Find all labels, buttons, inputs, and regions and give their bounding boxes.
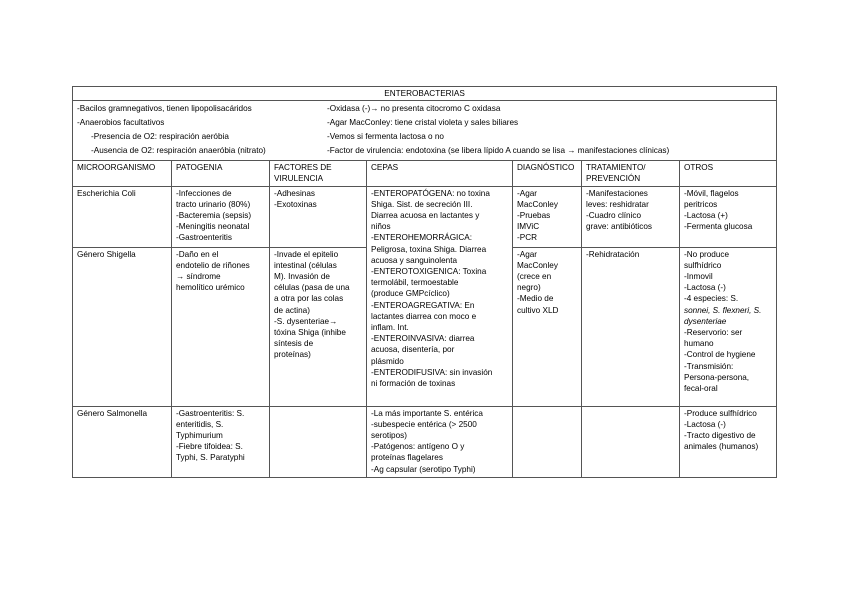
header-patogenia: PATOGENIA xyxy=(172,161,270,186)
cell-line: -Agar xyxy=(517,188,538,198)
table-row xyxy=(73,186,777,247)
cell-line: niños xyxy=(371,222,391,232)
cell-line: termolábil, termoestable xyxy=(371,278,459,288)
cell-line: (produce GMPcíclico) xyxy=(371,289,450,299)
intro-left-line: -Anaerobios facultativos xyxy=(77,118,165,128)
cell-line: -Móvil, flagelos xyxy=(684,188,739,198)
table-row xyxy=(73,406,777,477)
cell-line: -No produce xyxy=(684,249,730,259)
cell-otros xyxy=(680,406,777,477)
cell-line: -Exotoxinas xyxy=(274,199,317,209)
cell-line: -S. dysenteriae→ xyxy=(274,316,338,326)
header-row xyxy=(73,161,777,186)
cell-line: -Gastroenteritis xyxy=(176,233,232,243)
cell-line: ni formación de toxinas xyxy=(371,379,456,389)
cell-line: intestinal (células xyxy=(274,260,337,270)
cell-line: negro) xyxy=(517,283,541,293)
cell-line: -Patógenos: antígeno O y xyxy=(371,442,465,452)
cell-line: endotelio de riñones xyxy=(176,260,250,270)
cell-line: peritricos xyxy=(684,199,718,209)
intro-right-line: -Vemos si fermenta lactosa o no xyxy=(327,132,444,142)
cell-line: leves: reshidratar xyxy=(586,199,649,209)
cell-line: Typhi, S. Paratyphi xyxy=(176,453,245,463)
cell-line: -subespecie entérica (> 2500 xyxy=(371,419,477,429)
cell-cepas xyxy=(367,186,513,406)
cell-line: cultivo XLD xyxy=(517,305,559,315)
cell-line: -Gastroenteritis: S. xyxy=(176,408,245,418)
header-cepas: CEPAS xyxy=(367,161,513,186)
intro-left-line: -Presencia de O2: respiración aeróbia xyxy=(91,132,229,142)
cell-line: MacConley xyxy=(517,199,558,209)
cell-line: sulfhídrico xyxy=(684,260,722,270)
cell-line: proteínas flagelares xyxy=(371,453,443,463)
cell-line: tracto urinario (80%) xyxy=(176,199,251,209)
cell-line: enteritidis, S. xyxy=(176,419,224,429)
cell-microorganismo: Género Salmonella xyxy=(73,406,172,477)
cell-line: tóxina Shiga (inhibe xyxy=(274,328,346,338)
cell-line: animales (humanos) xyxy=(684,442,759,452)
intro-section xyxy=(73,101,777,161)
cell-line: -Daño en el xyxy=(176,249,219,259)
cell-diagnostico xyxy=(513,186,582,247)
cell-line: -Invade el epitelio xyxy=(274,249,339,259)
cell-line: Persona-persona, xyxy=(684,372,750,382)
cell-line: Peligrosa, toxina Shiga. Diarrea xyxy=(371,244,487,254)
intro-right-line: -Agar MacConley: tiene cristal violeta y sales biliares xyxy=(327,118,519,128)
cell-line: -Lactosa (-) xyxy=(684,419,726,429)
cell-line: -Inmovil xyxy=(684,272,713,282)
cell-line: -Agar xyxy=(517,249,538,259)
cell-factores xyxy=(270,406,367,477)
cell-line: -ENTEROHEMORRÁGICA: xyxy=(371,233,472,243)
cell-line: -Adhesinas xyxy=(274,188,315,198)
enterobacterias-table xyxy=(72,86,777,478)
cell-line: -Fermenta glucosa xyxy=(684,222,753,232)
cell-tratamiento xyxy=(582,186,680,247)
cell-cepas xyxy=(367,406,513,477)
cell-line: -Reservorio: ser xyxy=(684,328,743,338)
cell-line: -ENTEROPATÓGENA: no toxina xyxy=(371,188,490,198)
cell-line: -Bacteremia (sepsis) xyxy=(176,211,252,221)
table-title: ENTEROBACTERIAS xyxy=(73,87,777,101)
cell-line: a otra por las colas xyxy=(274,294,344,304)
cell-line: -Rehidratación xyxy=(586,249,640,259)
cell-line: serotipos) xyxy=(371,431,407,441)
cell-otros xyxy=(680,186,777,247)
cell-line: → síndrome xyxy=(176,272,221,282)
cell-line: plásmido xyxy=(371,356,404,366)
cell-line: -Manifestaciones xyxy=(586,188,648,198)
cell-line: -PCR xyxy=(517,233,538,243)
cell-line: -Pruebas xyxy=(517,211,551,221)
intro-right-line: -Factor de virulencia: endotoxina (se libera lípido A cuando se lisa → manifestaciones clínicas) xyxy=(327,146,670,156)
cell-patogenia xyxy=(172,186,270,247)
cell-diagnostico xyxy=(513,247,582,406)
cell-line: Diarrea acuosa en lactantes y xyxy=(371,211,480,221)
cell-line: sonnei, S. flexneri, S. xyxy=(684,305,762,315)
cell-line: Typhimurium xyxy=(176,431,223,441)
cell-line: -Transmisión: xyxy=(684,361,734,371)
cell-line: -4 especies: S. xyxy=(684,294,739,304)
cell-line: -ENTEROAGREGATIVA: En xyxy=(371,300,475,310)
cell-line: MacConley xyxy=(517,260,558,270)
cell-line: fecal-oral xyxy=(684,384,718,394)
cell-line: dysenteriae xyxy=(684,316,727,326)
intro-left-line: -Bacilos gramnegativos, tienen lipopolisacáridos xyxy=(77,104,252,114)
cell-line: -Cuadro clínico xyxy=(586,211,642,221)
cell-line: -Control de hygiene xyxy=(684,350,756,360)
cell-patogenia xyxy=(172,406,270,477)
cell-microorganismo: Escherichia Coli xyxy=(73,186,172,247)
cell-line: -ENTEROTOXIGENICA: Toxina xyxy=(371,267,487,277)
cell-line: -ENTERODIFUSIVA: sin invasión xyxy=(371,367,493,377)
cell-line: -Produce sulfhídrico xyxy=(684,408,757,418)
cell-line: -Meningitis neonatal xyxy=(176,222,250,232)
cell-diagnostico xyxy=(513,406,582,477)
intro-left-line: -Ausencia de O2: respiración anaeróbia (nitrato) xyxy=(91,146,266,156)
cell-tratamiento xyxy=(582,247,680,406)
cell-tratamiento xyxy=(582,406,680,477)
header-otros: OTROS xyxy=(680,161,777,186)
cell-line: M). Invasión de xyxy=(274,272,330,282)
cell-line: (crece en xyxy=(517,272,552,282)
cell-line: hemolítico urémico xyxy=(176,283,245,293)
cell-patogenia xyxy=(172,247,270,406)
intro-right-line: -Oxidasa (-)→ no presenta citocromo C oxidasa xyxy=(327,104,501,114)
cell-line: lactantes diarrea con moco e xyxy=(371,311,477,321)
header-diagnostico: DIAGNÓSTICO xyxy=(513,161,582,186)
cell-line: de actina) xyxy=(274,305,310,315)
cell-line: -Tracto digestivo de xyxy=(684,431,756,441)
cell-line: IMViC xyxy=(517,222,540,232)
cell-otros xyxy=(680,247,777,406)
cell-line: células (pasa de una xyxy=(274,283,350,293)
cell-line: Shiga. Sist. de secreción III. xyxy=(371,199,473,209)
cell-line: -ENTEROINVASIVA: diarrea xyxy=(371,334,475,344)
cell-line: -Lactosa (-) xyxy=(684,283,726,293)
cell-line: acuosa, disentería, por xyxy=(371,345,455,355)
cell-line: -La más importante S. entérica xyxy=(371,408,483,418)
header-tratamiento: TRATAMIENTO/ PREVENCIÓN xyxy=(582,161,680,186)
header-microorganismo: MICROORGANISMO xyxy=(73,161,172,186)
cell-microorganismo: Género Shigella xyxy=(73,247,172,406)
cell-line: -Fiebre tifoidea: S. xyxy=(176,442,243,452)
cell-line: síntesis de xyxy=(274,339,314,349)
cell-line: inflam. Int. xyxy=(371,323,409,333)
cell-factores xyxy=(270,186,367,247)
header-factores: FACTORES DE VIRULENCIA xyxy=(270,161,367,186)
cell-line: -Lactosa (+) xyxy=(684,211,728,221)
cell-line: -Medio de xyxy=(517,294,554,304)
cell-line: -Infecciones de xyxy=(176,188,232,198)
cell-line: humano xyxy=(684,339,714,349)
cell-line: proteínas) xyxy=(274,350,311,360)
cell-line: -Ag capsular (serotipo Typhi) xyxy=(371,464,476,474)
cell-line: grave: antibióticos xyxy=(586,222,652,232)
cell-line: acuosa y sanguinolenta xyxy=(371,255,458,265)
cell-factores xyxy=(270,247,367,406)
